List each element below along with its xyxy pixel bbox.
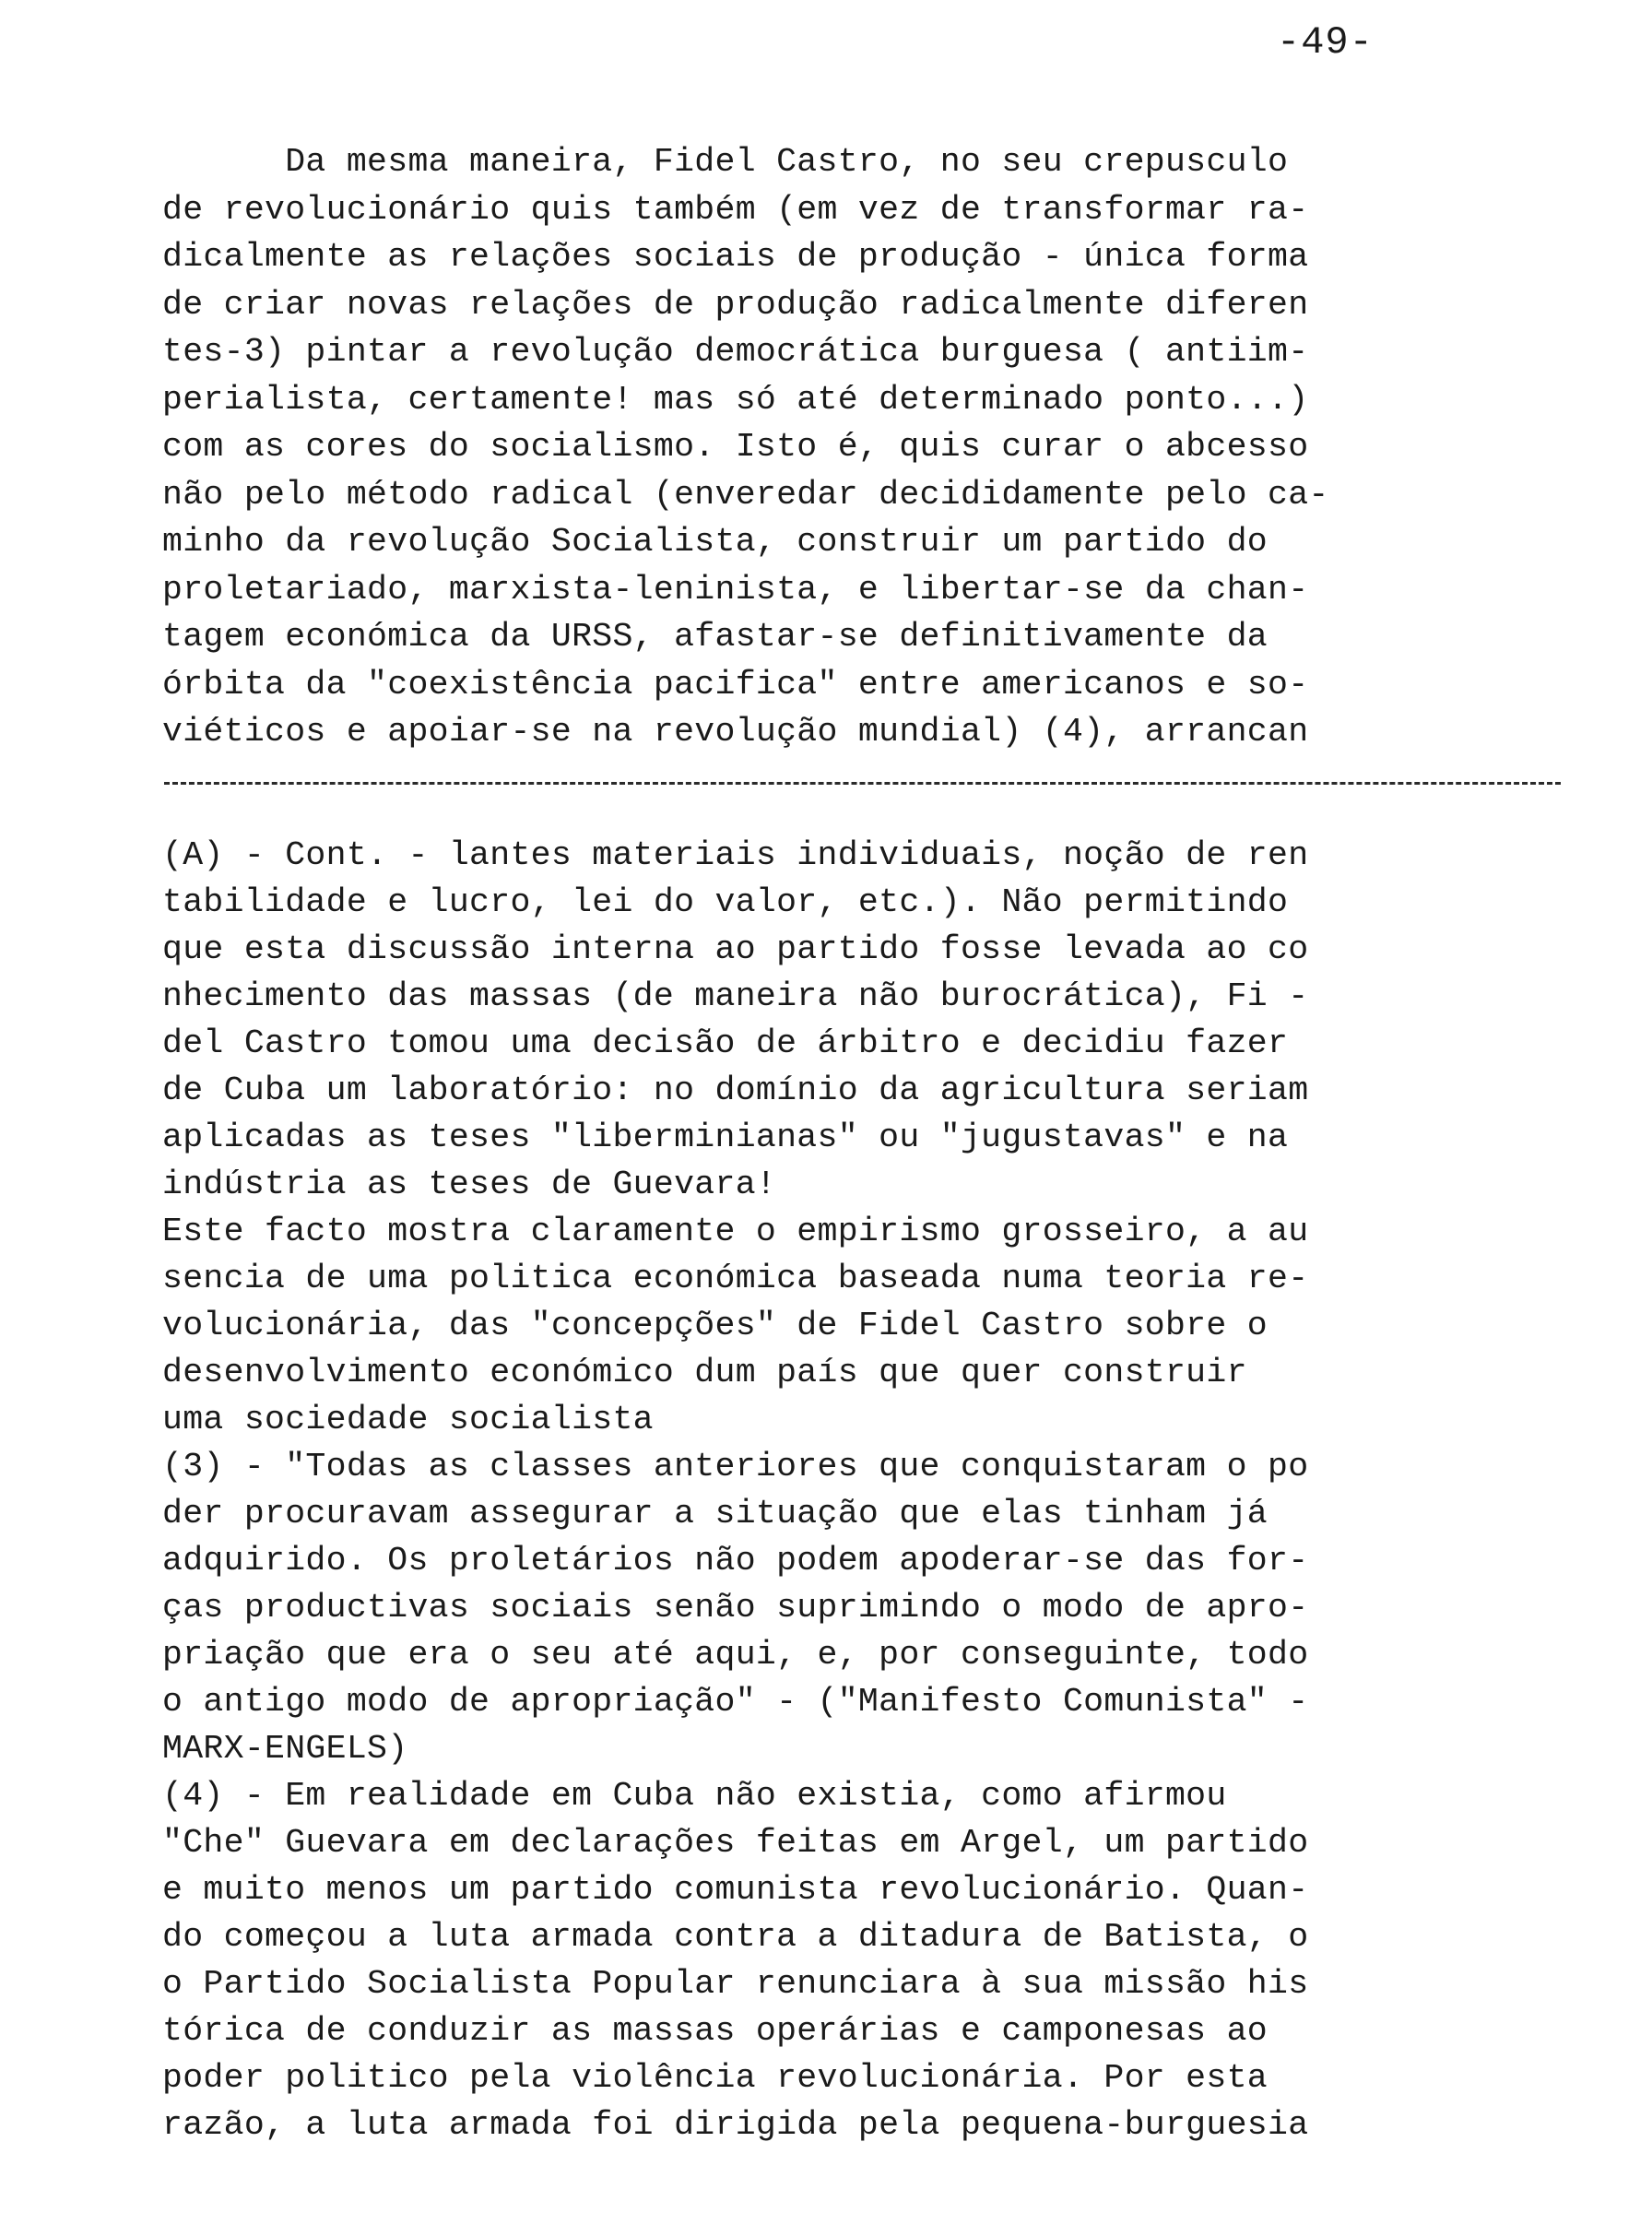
text-line: viéticos e apoiar-se na revolução mundial) (4), arrancan (162, 713, 1309, 751)
footnote-line: (A) - Cont. - lantes materiais individuais, noção de ren (162, 836, 1309, 874)
footnote-line: MARX-ENGELS) (162, 1730, 408, 1768)
footnote-line: uma sociedade socialista (162, 1401, 654, 1438)
footnote-line: Este facto mostra claramente o empirismo grosseiro, a au (162, 1213, 1309, 1250)
text-line: minho da revolução Socialista, construir um partido do (162, 523, 1268, 561)
footnote-line: der procuravam assegurar a situação que elas tinham já (162, 1495, 1268, 1533)
text-line: tagem económica da URSS, afastar-se definitivamente da (162, 618, 1268, 656)
text-line: perialista, certamente! mas só até determinado ponto...) (162, 380, 1309, 419)
text-line: proletariado, marxista-leninista, e libertar-se da chan- (162, 570, 1309, 609)
page-number: -49- (1277, 20, 1374, 65)
text-line: Da mesma maneira, Fidel Castro, no seu crepusculo (162, 143, 1289, 181)
footnote-line: tabilidade e lucro, lei do valor, etc.). Não permitindo (162, 883, 1289, 921)
text-line: com as cores do socialismo. Isto é, quis curar o abcesso (162, 428, 1309, 466)
footnote-line: nhecimento das massas (de maneira não burocrática), Fi - (162, 977, 1309, 1015)
footnote-line: e muito menos um partido comunista revolucionário. Quan- (162, 1871, 1309, 1909)
footnote-line: de Cuba um laboratório: no domínio da agricultura seriam (162, 1071, 1309, 1109)
footnote-line: (3) - "Todas as classes anteriores que conquistaram o po (162, 1448, 1309, 1485)
footnote-line: tórica de conduzir as massas operárias e camponesas ao (162, 2012, 1268, 2050)
text-line: de revolucionário quis também (em vez de transformar ra- (162, 190, 1309, 229)
footnote-line: volucionária, das "concepções" de Fidel Castro sobre o (162, 1307, 1268, 1344)
text-line: dicalmente as relações sociais de produção - única forma (162, 238, 1309, 276)
footnote-line: razão, a luta armada foi dirigida pela pequena-burguesia (162, 2106, 1309, 2144)
footnote-line: que esta discussão interna ao partido fosse levada ao co (162, 930, 1309, 968)
footnote-line: poder politico pela violência revolucionária. Por esta (162, 2059, 1268, 2097)
text-line: não pelo método radical (enveredar decididamente pelo ca- (162, 475, 1329, 514)
footnote-line: do começou a luta armada contra a ditadura de Batista, o (162, 1918, 1309, 1956)
footnote-line: "Che" Guevara em declarações feitas em Argel, um partido (162, 1824, 1309, 1862)
footnote-line: indústria as teses de Guevara! (162, 1166, 777, 1203)
footnote-line: o Partido Socialista Popular renunciara à sua missão his (162, 1965, 1309, 2003)
footnote-line: adquirido. Os proletários não podem apoderar-se das for- (162, 1542, 1309, 1580)
footnote-line: (4) - Em realidade em Cuba não existia, como afirmou (162, 1777, 1227, 1815)
text-line: órbita da "coexistência pacifica" entre americanos e so- (162, 665, 1309, 704)
footnote-line: o antigo modo de apropriação" - ("Manifesto Comunista" - (162, 1683, 1309, 1721)
text-line: tes-3) pintar a revolução democrática burguesa ( antiim- (162, 333, 1309, 371)
text-line: de criar novas relações de produção radicalmente diferen (162, 285, 1309, 324)
footnote-line: desenvolvimento económico dum país que quer construir (162, 1354, 1247, 1391)
footnote-line: priação que era o seu até aqui, e, por conseguinte, todo (162, 1636, 1309, 1674)
main-text (162, 138, 1564, 756)
footnotes (162, 832, 1564, 2148)
footnote-line: aplicadas as teses "liberminianas" ou "jugustavas" e na (162, 1118, 1289, 1156)
footnote-line: sencia de uma politica económica baseada numa teoria re- (162, 1260, 1309, 1297)
separator-line (164, 782, 1561, 787)
footnote-line: ças productivas sociais senão suprimindo o modo de apro- (162, 1589, 1309, 1627)
footnote-line: del Castro tomou uma decisão de árbitro e decidiu fazer (162, 1024, 1289, 1062)
